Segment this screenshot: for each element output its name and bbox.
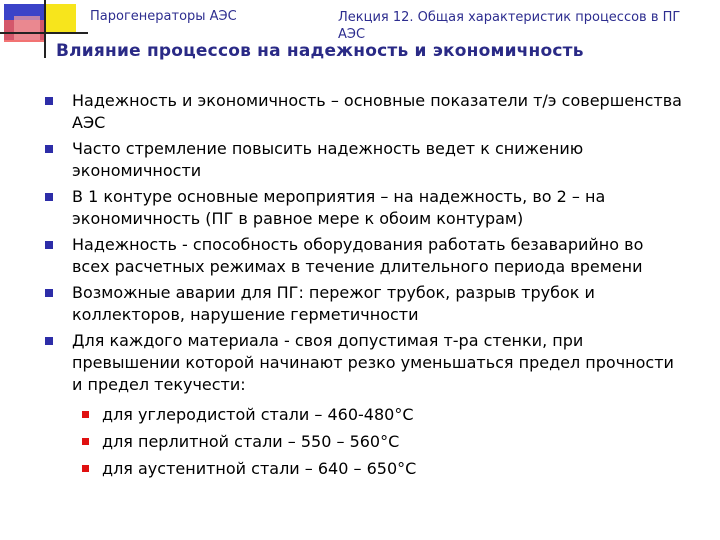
sub-bullet-item bbox=[72, 458, 684, 480]
bullet-marker-icon bbox=[45, 97, 53, 105]
sub-bullet-text: для аустенитной стали – 640 – 650°С bbox=[102, 459, 417, 478]
sub-bullet-text: для углеродистой стали – 460-480°С bbox=[102, 405, 414, 424]
bullet-list bbox=[44, 90, 684, 480]
bullet-item bbox=[44, 186, 684, 230]
bullet-text: Возможные аварии для ПГ: пережог трубок, разрыв трубок и коллекторов, нарушение герметичности bbox=[72, 283, 595, 324]
sub-bullet-list bbox=[72, 404, 684, 480]
sub-bullet-marker-icon bbox=[82, 438, 89, 445]
bullet-text: В 1 контуре основные мероприятия – на надежность, во 2 – на экономичность (ПГ в равное мере к обоим контурам) bbox=[72, 187, 606, 228]
sub-bullet-item bbox=[72, 431, 684, 453]
bullet-marker-icon bbox=[45, 145, 53, 153]
sub-bullet-marker-icon bbox=[82, 465, 89, 472]
bullet-text: Часто стремление повысить надежность ведет к снижению экономичности bbox=[72, 139, 584, 180]
page-title: Влияние процессов на надежность и экономичность bbox=[56, 41, 584, 61]
bullet-item bbox=[44, 330, 684, 480]
bullet-marker-icon bbox=[45, 241, 53, 249]
bullet-item bbox=[44, 234, 684, 278]
bullet-marker-icon bbox=[45, 193, 53, 201]
sub-bullet-text: для перлитной стали – 550 – 560°С bbox=[102, 432, 400, 451]
bullet-text: Надежность - способность оборудования работать безаварийно во всех расчетных режимах в течение длительного периода времени bbox=[72, 235, 644, 276]
slide-content bbox=[44, 90, 684, 485]
sub-bullet-item bbox=[72, 404, 684, 426]
header-lecture-name: Лекция 12. Общая характеристик процессов в ПГ АЭС bbox=[338, 10, 681, 42]
bullet-text: Надежность и экономичность – основные показатели т/э совершенства АЭС bbox=[72, 91, 682, 132]
header-course-name: Парогенераторы АЭС bbox=[90, 9, 237, 24]
deco-yellow-square bbox=[46, 4, 76, 32]
deco-pink-square bbox=[14, 16, 40, 40]
bullet-marker-icon bbox=[45, 337, 53, 345]
bullet-item bbox=[44, 90, 684, 134]
bullet-marker-icon bbox=[45, 289, 53, 297]
deco-vertical-line bbox=[44, 0, 46, 58]
bullet-item bbox=[44, 138, 684, 182]
sub-bullet-marker-icon bbox=[82, 411, 89, 418]
bullet-text: Для каждого материала - своя допустимая т-ра стенки, при превышении которой начинают резко уменьшаться предел прочности и предел текучести: bbox=[72, 331, 674, 394]
bullet-item bbox=[44, 282, 684, 326]
